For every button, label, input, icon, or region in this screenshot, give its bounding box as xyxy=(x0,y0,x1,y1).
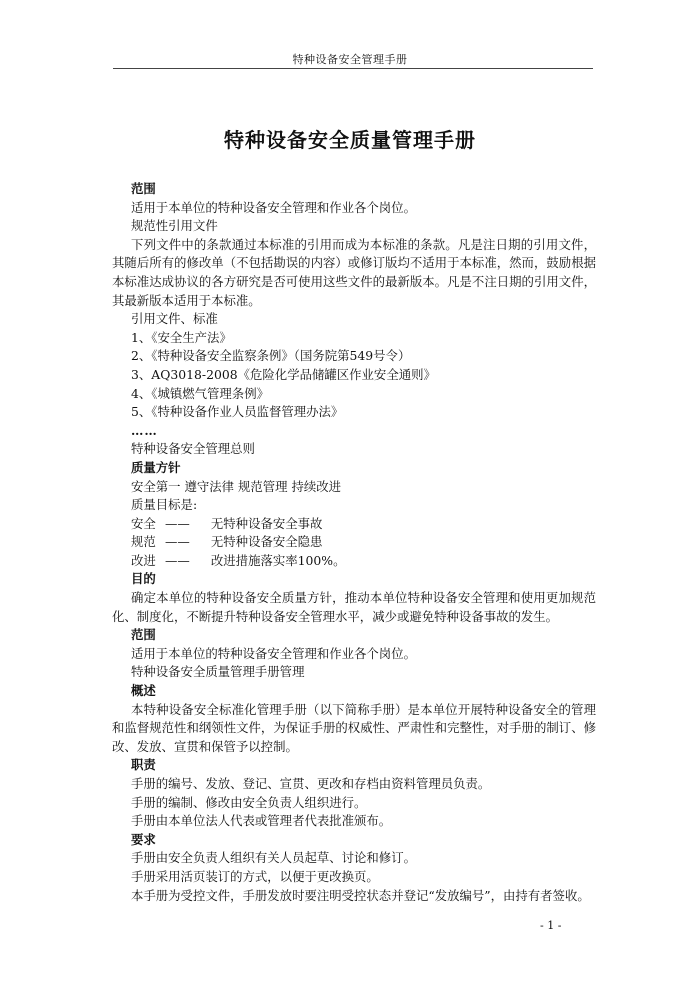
overview-paragraph: 本特种设备安全标准化管理手册（以下简称手册）是本单位开展特种设备安全的管理和监督规范性和纲领性文件，为保证手册的权威性、严肃性和完整性，对手册的制订、修改、发放、宣贯和保管予以控制。 xyxy=(112,701,596,754)
requirement-item: 手册由安全负责人组织有关人员起草、讨论和修订。 xyxy=(131,850,416,866)
section-heading-scope: 范围 xyxy=(131,181,156,196)
reference-item: 5、《特种设备作业人员监督管理办法》 xyxy=(131,404,344,420)
duty-item: 手册的编号、发放、登记、宣贯、更改和存档由资料管理员负责。 xyxy=(131,776,491,791)
duty-item: 手册由本单位法人代表或管理者代表批准颁布。 xyxy=(131,813,392,829)
goal-key: 规范 xyxy=(131,534,156,550)
normative-heading: 规范性引用文件 xyxy=(131,218,218,234)
purpose-paragraph: 确定本单位的特种设备安全质量方针，推动本单位特种设备安全管理和使用更加规范化、制度化，不断提升特种设备安全管理水平，减少或避免特种设备事故的发生。 xyxy=(112,590,596,624)
ellipsis: …… xyxy=(131,422,158,438)
goal-text: 无特种设备安全事故 xyxy=(210,515,323,531)
scope-text-2: 适用于本单位的特种设备安全管理和作业各个岗位。 xyxy=(131,645,416,661)
goal-key: 改进 xyxy=(131,552,156,568)
reference-item: 2、《特种设备安全监察条例》（国务院第549号令） xyxy=(131,348,411,364)
goal-dash: —— xyxy=(164,552,190,568)
header-divider xyxy=(113,68,593,69)
goals-heading: 质量目标是: xyxy=(131,497,198,513)
manual-management-heading: 特种设备安全质量管理手册管理 xyxy=(131,664,305,680)
goal-dash: —— xyxy=(164,534,190,550)
scope-text: 适用于本单位的特种设备安全管理和作业各个岗位。 xyxy=(131,199,416,215)
goal-row xyxy=(112,552,596,571)
general-rule-heading: 特种设备安全管理总则 xyxy=(131,441,255,457)
normative-paragraph: 下列文件中的条款通过本标准的引用而成为本标准的条款。凡是注日期的引用文件，其随后所有的修改单（不包括勘误的内容）或修订版均不适用于本标准，然而，鼓励根据本标准达成协议的各方研究是否可使用这些文件的最新版本。凡是不注日期的引用文件，其最新版本适用于本标准。 xyxy=(112,236,596,308)
section-heading-scope-2: 范围 xyxy=(131,627,156,643)
section-heading-policy: 质量方针 xyxy=(131,459,181,475)
document-body xyxy=(112,180,596,905)
policy-text: 安全第一 遵守法律 规范管理 持续改进 xyxy=(131,478,342,494)
reference-item: 1、《安全生产法》 xyxy=(131,329,232,345)
goal-row xyxy=(112,515,596,534)
requirement-item: 本手册为受控文件，手册发放时要注明受控状态并登记“发放编号”，由持有者签收。 xyxy=(131,887,590,903)
goal-text: 无特种设备安全隐患 xyxy=(210,534,323,550)
document-title: 特种设备安全质量管理手册 xyxy=(224,128,476,152)
section-heading-purpose: 目的 xyxy=(131,571,156,587)
section-heading-overview: 概述 xyxy=(131,683,156,699)
reference-heading: 引用文件、标准 xyxy=(131,311,218,327)
goal-dash: —— xyxy=(164,515,190,531)
section-heading-duties: 职责 xyxy=(131,757,156,773)
goal-key: 安全 xyxy=(131,515,156,531)
duty-item: 手册的编制、修改由安全负责人组织进行。 xyxy=(131,794,367,810)
requirement-item: 手册采用活页装订的方式，以便于更改换页。 xyxy=(131,868,379,884)
reference-item: 4、《城镇燃气管理条例》 xyxy=(131,385,269,401)
reference-item: 3、AQ3018-2008《危险化学品储罐区作业安全通则》 xyxy=(131,366,436,382)
page-header: 特种设备安全管理手册 xyxy=(292,53,408,66)
goal-text: 改进措施落实率100%。 xyxy=(210,552,346,568)
goal-row xyxy=(112,533,596,552)
page-number: - 1 - xyxy=(540,919,562,932)
section-heading-requirements: 要求 xyxy=(131,831,156,847)
